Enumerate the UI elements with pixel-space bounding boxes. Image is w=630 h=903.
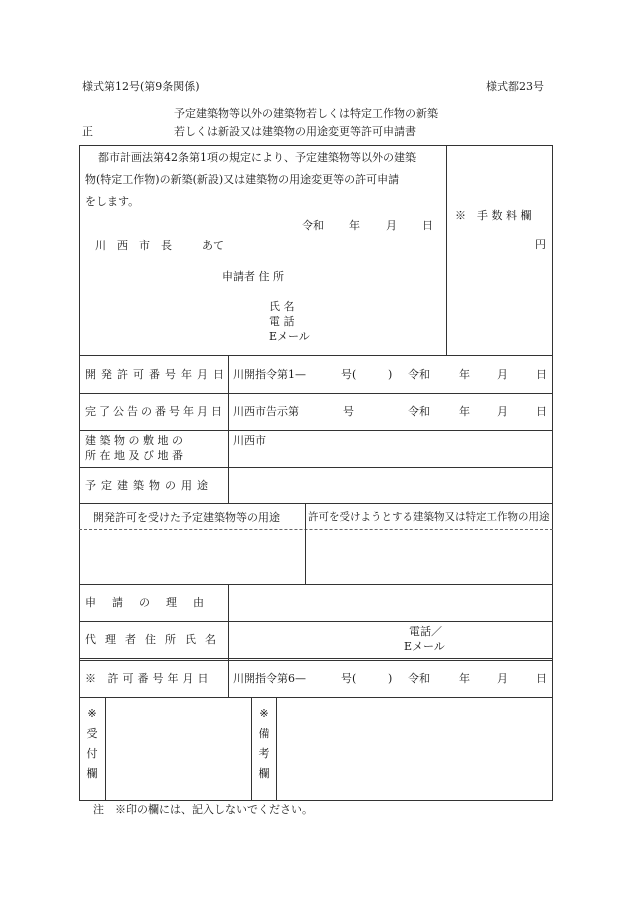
reception-divider bbox=[105, 697, 106, 801]
permit-label: ※ 許可番号年月日 bbox=[85, 672, 213, 685]
fee-divider bbox=[446, 145, 447, 355]
completion-year: 年 bbox=[459, 405, 470, 418]
permit-prefix: 川開指令第6— bbox=[233, 672, 306, 685]
site-label-line2: 所 在 地 及 び 地 番 bbox=[85, 449, 183, 462]
form-number: 様式第12号(第9条関係) bbox=[82, 80, 200, 93]
applicant-email-label: Eメール bbox=[269, 330, 310, 343]
footnote: 注 ※印の欄には、記入しないでください。 bbox=[93, 803, 313, 816]
divider bbox=[79, 355, 553, 356]
permit-year: 年 bbox=[459, 672, 470, 685]
reception-char: 欄 bbox=[86, 767, 98, 780]
form-title-line1: 予定建築物等以外の建築物若しくは特定工作物の新築 bbox=[174, 107, 438, 120]
divider bbox=[79, 584, 553, 585]
date-day: 日 bbox=[422, 219, 433, 232]
applicant-address-label: 申請者 住 所 bbox=[222, 270, 284, 283]
completion-day: 日 bbox=[536, 405, 547, 418]
dev-permit-number: 号( bbox=[341, 368, 357, 381]
divider bbox=[79, 621, 553, 622]
permit-month: 月 bbox=[497, 672, 508, 685]
divider bbox=[79, 430, 553, 431]
agent-label: 代理者住所氏名 bbox=[85, 633, 225, 646]
fee-label: ※ 手 数 料 欄 bbox=[455, 209, 532, 222]
label-divider bbox=[228, 584, 229, 697]
application-text-line3: をします。 bbox=[85, 195, 140, 208]
reception-char: 付 bbox=[86, 747, 98, 760]
permit-era: 令和 bbox=[408, 672, 430, 685]
permit-close: ) bbox=[388, 672, 393, 685]
permit-day: 日 bbox=[536, 672, 547, 685]
divider bbox=[79, 697, 553, 698]
dashed-divider bbox=[79, 529, 553, 530]
middle-divider bbox=[251, 697, 252, 801]
dev-permit-year: 年 bbox=[459, 368, 470, 381]
reason-label: 申請の理由 bbox=[85, 596, 220, 609]
remarks-char: 備 bbox=[258, 727, 270, 740]
completion-prefix: 川西市告示第 bbox=[233, 405, 299, 418]
permit-number: 号( bbox=[341, 672, 357, 685]
date-month: 月 bbox=[386, 219, 397, 232]
application-text-line1: 都市計画法第42条第1項の規定により、予定建築物等以外の建築 bbox=[98, 151, 416, 164]
completion-label: 完了公告の番号年月日 bbox=[85, 405, 225, 418]
dev-permit-label: 開発許可番号年月日 bbox=[85, 368, 229, 381]
divider bbox=[79, 660, 553, 661]
divider bbox=[79, 393, 553, 394]
permitted-use-header: 開発許可を受けた予定建築物等の用途 bbox=[93, 511, 280, 524]
divider bbox=[79, 467, 553, 468]
site-value: 川西市 bbox=[233, 434, 266, 447]
applicant-phone-label: 電 話 bbox=[269, 315, 295, 328]
date-era: 令和 bbox=[302, 219, 324, 232]
planned-use-label: 予定建築物の用途 bbox=[85, 479, 213, 492]
remarks-char: 考 bbox=[258, 747, 270, 760]
completion-era: 令和 bbox=[408, 405, 430, 418]
date-year: 年 bbox=[349, 219, 360, 232]
divider bbox=[79, 503, 553, 504]
divider bbox=[79, 658, 553, 659]
remarks-char: ※ bbox=[259, 707, 269, 720]
dev-permit-month: 月 bbox=[497, 368, 508, 381]
remarks-label bbox=[257, 708, 271, 788]
remarks-divider bbox=[276, 697, 277, 801]
reception-char: 受 bbox=[86, 727, 98, 740]
completion-number: 号 bbox=[343, 405, 354, 418]
reception-char: ※ bbox=[87, 707, 97, 720]
addressee-suffix: あて bbox=[202, 239, 224, 252]
agent-phone-label: 電話／ bbox=[409, 625, 442, 638]
original-copy-mark: 正 bbox=[82, 125, 93, 138]
use-divider bbox=[305, 503, 306, 584]
city-form-number: 様式都23号 bbox=[486, 80, 544, 93]
remarks-char: 欄 bbox=[258, 767, 270, 780]
form-title-line2: 若しくは新設又は建築物の用途変更等許可申請書 bbox=[174, 125, 416, 138]
agent-email-label: Eメール bbox=[404, 640, 445, 653]
reception-label bbox=[85, 708, 99, 788]
addressee: 川 西 市 長 bbox=[95, 239, 172, 252]
dev-permit-prefix: 川開指令第1— bbox=[233, 368, 306, 381]
applicant-name-label: 氏 名 bbox=[269, 300, 295, 313]
dev-permit-era: 令和 bbox=[408, 368, 430, 381]
dev-permit-close: ) bbox=[388, 368, 393, 381]
application-text-line2: 物(特定工作物)の新築(新設)又は建築物の用途変更等の許可申請 bbox=[85, 173, 400, 186]
site-label-line1: 建 築 物 の 敷 地 の bbox=[85, 434, 183, 447]
fee-unit: 円 bbox=[535, 238, 546, 251]
requested-use-header: 許可を受けようとする建築物又は特定工作物の用途 bbox=[308, 511, 550, 523]
completion-month: 月 bbox=[497, 405, 508, 418]
dev-permit-day: 日 bbox=[536, 368, 547, 381]
